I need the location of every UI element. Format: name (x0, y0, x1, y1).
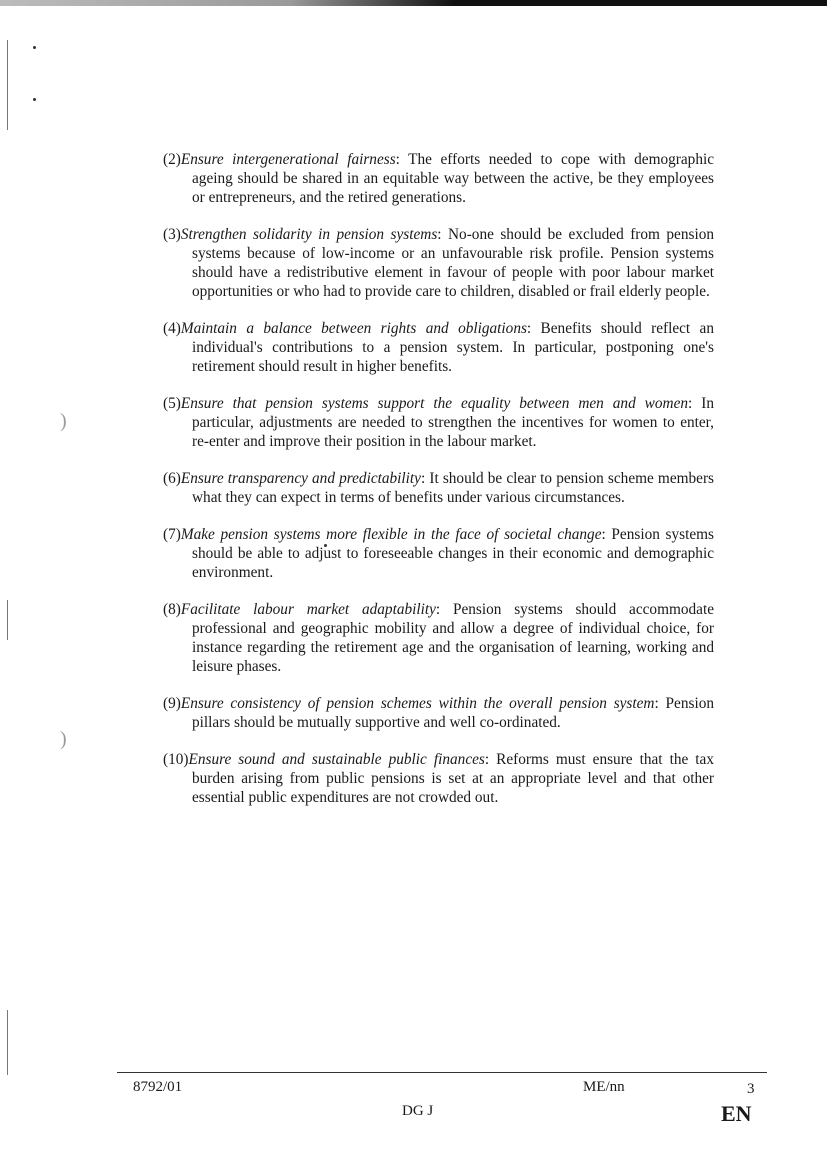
guideline-item (163, 225, 714, 301)
item-number: (4) (163, 320, 181, 337)
item-lead: Maintain a balance between rights and obligations (180, 320, 527, 337)
item-body: : Benefits should reflect an individual's contributions to a pension system. In particular, postponing one's retirement should result in higher benefits. (192, 320, 714, 375)
item-number: (7) (163, 526, 181, 543)
language-code: EN (721, 1101, 752, 1126)
item-number: (2) (163, 151, 181, 168)
item-body: : Pension systems should accommodate professional and geographic mobility and allow a degree of individual choice, for instance regarding the retirement age and the organisation of learning, working and leisure phases. (192, 601, 714, 675)
item-number: (10) (163, 751, 189, 768)
scan-mark (33, 46, 36, 49)
item-lead: Strengthen solidarity in pension systems (180, 226, 438, 243)
item-lead: Ensure that pension systems support the equality between men and women (180, 395, 689, 412)
guideline-item (163, 150, 714, 207)
guideline-item (163, 469, 714, 507)
guideline-item (163, 600, 714, 676)
author-initials: ME/nn (583, 1079, 625, 1095)
item-lead: Make pension systems more flexible in the face of societal change (180, 526, 602, 543)
item-body: : It should be clear to pension scheme members what they can expect in terms of benefits under various circumstances. (192, 470, 715, 506)
item-number: (9) (163, 695, 181, 712)
scan-mark (33, 98, 36, 101)
guideline-item (163, 750, 714, 807)
guideline-item (163, 394, 714, 451)
guideline-item (163, 319, 714, 376)
scan-mark (7, 1010, 8, 1075)
item-number: (5) (163, 395, 181, 412)
item-body: : In particular, adjustments are needed to strengthen the incentives for women to enter, re-enter and improve their position in the labour market. (192, 395, 714, 450)
scan-mark: ) (60, 728, 67, 750)
item-lead: Ensure consistency of pension schemes within the overall pension system (180, 695, 655, 712)
item-number: (8) (163, 601, 181, 618)
scan-mark: ) (60, 410, 67, 432)
item-lead: Ensure sound and sustainable public finances (188, 751, 485, 768)
scan-mark (7, 40, 8, 130)
item-lead: Ensure transparency and predictability (180, 470, 421, 487)
footer-rule (117, 1072, 767, 1073)
item-body: : Pension pillars should be mutually supportive and well co-ordinated. (192, 695, 714, 731)
guidelines-list (163, 150, 714, 825)
item-body: : Reforms must ensure that the tax burden arising from public pensions is set at an appropriate level and that other essential public expenditures are not crowded out. (192, 751, 714, 806)
item-number: (3) (163, 226, 181, 243)
item-lead: Ensure intergenerational fairness (180, 151, 396, 168)
top-border-rule (0, 0, 827, 6)
scan-mark (7, 600, 8, 640)
item-body: : Pension systems should be able to adjust to foreseeable changes in their economic and demographic environment. (192, 526, 714, 581)
item-body: : No-one should be excluded from pension systems because of low-income or an unfavourable risk profile. Pension systems should have a redistributive element in favour of people with poor labour market opportunities or who had to provide care to children, disabled or frail elderly people. (192, 226, 714, 300)
department-code: DG J (402, 1103, 434, 1119)
item-body: : The efforts needed to cope with demographic ageing should be shared in an equitable way between the active, be they employees or entrepreneurs, and the retired generations. (192, 151, 715, 206)
document-reference: 8792/01 (133, 1079, 183, 1095)
item-lead: Facilitate labour market adaptability (180, 601, 436, 618)
guideline-item (163, 694, 714, 732)
item-number: (6) (163, 470, 181, 487)
guideline-item (163, 525, 714, 582)
page-number: 3 (747, 1081, 755, 1097)
